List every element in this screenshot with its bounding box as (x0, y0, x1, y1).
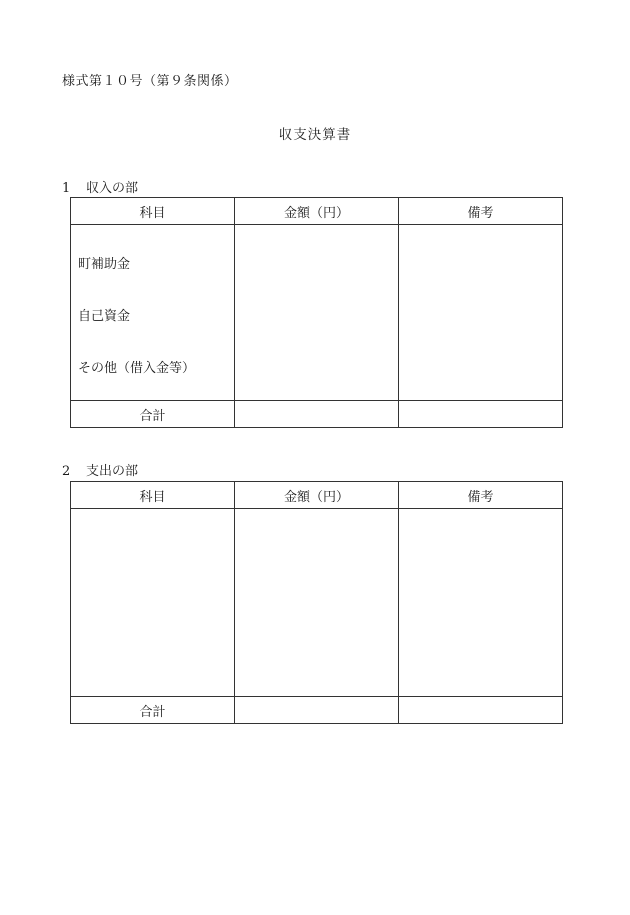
expense-total-remarks-cell[interactable] (399, 697, 563, 724)
expense-amount-cell[interactable] (235, 509, 399, 697)
income-item-other: その他（借入金等） (78, 361, 196, 376)
expense-total-label: 合計 (71, 697, 235, 724)
income-item-own-funds: 自己資金 (78, 309, 131, 324)
income-subject-cell[interactable] (71, 225, 235, 401)
income-column-remarks: 備考 (399, 198, 563, 225)
income-section-heading (62, 177, 138, 196)
expense-column-remarks: 備考 (399, 482, 563, 509)
expense-table-header-row (71, 482, 563, 509)
expense-column-amount: 金額（円） (235, 482, 399, 509)
expense-total-amount-cell[interactable] (235, 697, 399, 724)
income-section-number: 1 (62, 181, 71, 196)
income-column-subject: 科目 (71, 198, 235, 225)
expense-remarks-cell[interactable] (399, 509, 563, 697)
expense-section-heading (62, 460, 138, 479)
income-total-row (71, 401, 563, 428)
income-amount-cell[interactable] (235, 225, 399, 401)
income-total-label: 合計 (71, 401, 235, 428)
expense-column-subject: 科目 (71, 482, 235, 509)
income-section-title: 収入の部 (86, 181, 139, 196)
income-column-amount: 金額（円） (235, 198, 399, 225)
income-table-header-row (71, 198, 563, 225)
expense-section-title: 支出の部 (86, 464, 139, 479)
expense-subject-cell[interactable] (71, 509, 235, 697)
expense-table (70, 481, 563, 724)
document-title: 収支決算書 (278, 127, 352, 143)
expense-section-number: 2 (62, 464, 71, 479)
income-total-remarks-cell[interactable] (399, 401, 563, 428)
income-remarks-cell[interactable] (399, 225, 563, 401)
income-table (70, 197, 563, 428)
form-number: 様式第１０号（第９条関係） (62, 74, 238, 89)
expense-total-row (71, 697, 563, 724)
income-table-body-row (71, 225, 563, 401)
income-total-amount-cell[interactable] (235, 401, 399, 428)
income-item-town-subsidy: 町補助金 (78, 257, 131, 272)
expense-table-body-row (71, 509, 563, 697)
